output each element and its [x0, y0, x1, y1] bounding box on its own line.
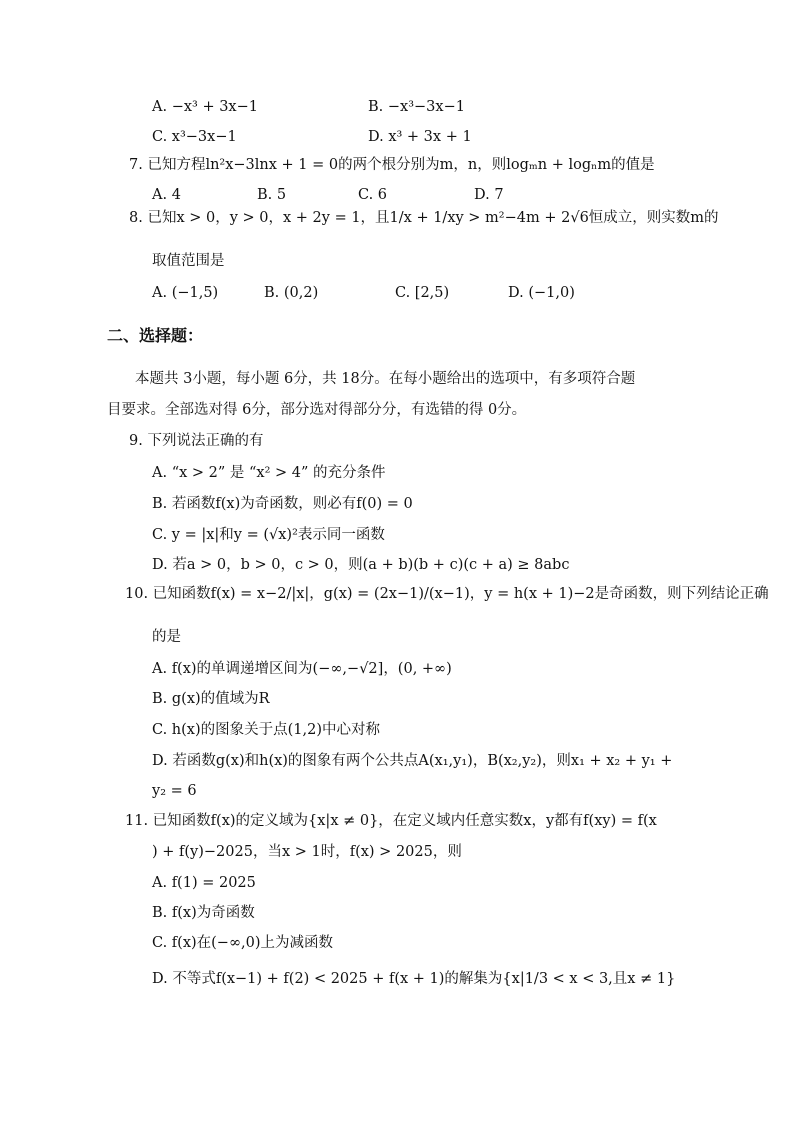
q8-stem: 8. 已知x > 0，y > 0，x + 2y = 1，且1/x + 1/xy > m²−4m + 2√6恒成立，则实数m的	[129, 210, 719, 226]
q6-option-d: D. x³ + 3x + 1	[368, 129, 472, 145]
q7-stem: 7. 已知方程ln²x−3lnx + 1 = 0的两个根分别为m，n，则logₘn + logₙm的值是	[129, 157, 655, 173]
q9-stem: 9. 下列说法正确的有	[129, 433, 264, 449]
section-2-heading: 二、选择题：	[107, 326, 204, 345]
q10-option-a: A. f(x)的单调递增区间为(−∞,−√2]，(0, +∞)	[152, 661, 452, 677]
q11-option-b: B. f(x)为奇函数	[152, 905, 255, 921]
q10-stem: 10. 已知函数f(x) = x−2/|x|，g(x) = (2x−1)/(x−1)，y = h(x + 1)−2是奇函数，则下列结论正确	[125, 586, 769, 602]
q7-option-d: D. 7	[474, 187, 504, 203]
q6-option-b: B. −x³−3x−1	[368, 99, 465, 115]
q9-option-c: C. y = |x|和y = (√x)²表示同一函数	[152, 527, 385, 543]
q10-stem-continued: 的是	[152, 629, 181, 645]
q10-option-b: B. g(x)的值域为R	[152, 691, 270, 707]
q10-option-d-continued: y₂ = 6	[152, 783, 197, 799]
q8-stem-continued: 取值范围是	[152, 253, 225, 269]
section-2-instructions-line2: 目要求。全部选对得 6分，部分选对得部分分，有选错的得 0分。	[107, 402, 527, 418]
q10-option-d: D. 若函数g(x)和h(x)的图象有两个公共点A(x₁,y₁)，B(x₂,y₂)，则x₁ + x₂ + y₁ +	[152, 753, 673, 769]
q7-option-b: B. 5	[257, 187, 287, 203]
q8-option-c: C. [2,5)	[395, 285, 450, 301]
q11-stem: 11. 已知函数f(x)的定义域为{x|x ≠ 0}，在定义域内任意实数x，y都有f(xy) = f(x	[125, 813, 657, 829]
q10-option-c: C. h(x)的图象关于点(1,2)中心对称	[152, 722, 380, 738]
q9-option-b: B. 若函数f(x)为奇函数，则必有f(0) = 0	[152, 496, 413, 512]
q11-option-a: A. f(1) = 2025	[152, 875, 256, 891]
q8-option-a: A. (−1,5)	[152, 285, 219, 301]
q6-option-c: C. x³−3x−1	[152, 129, 237, 145]
q11-stem-continued: ) + f(y)−2025，当x > 1时，f(x) > 2025，则	[152, 844, 462, 860]
q8-option-d: D. (−1,0)	[508, 285, 575, 301]
q6-option-a: A. −x³ + 3x−1	[152, 99, 258, 115]
section-2-instructions-line1: 本题共 3小题，每小题 6分，共 18分。在每小题给出的选项中，有多项符合题	[135, 371, 636, 387]
q9-option-d: D. 若a > 0，b > 0，c > 0，则(a + b)(b + c)(c + a) ≥ 8abc	[152, 557, 570, 573]
q11-option-d: D. 不等式f(x−1) + f(2) < 2025 + f(x + 1)的解集为{x|1/3 < x < 3,且x ≠ 1}	[152, 971, 676, 987]
q7-option-a: A. 4	[152, 187, 181, 203]
q8-option-b: B. (0,2)	[264, 285, 319, 301]
q11-option-c: C. f(x)在(−∞,0)上为减函数	[152, 935, 334, 951]
q9-option-a: A. “x > 2” 是 “x² > 4” 的充分条件	[152, 465, 386, 481]
q7-option-c: C. 6	[358, 187, 388, 203]
